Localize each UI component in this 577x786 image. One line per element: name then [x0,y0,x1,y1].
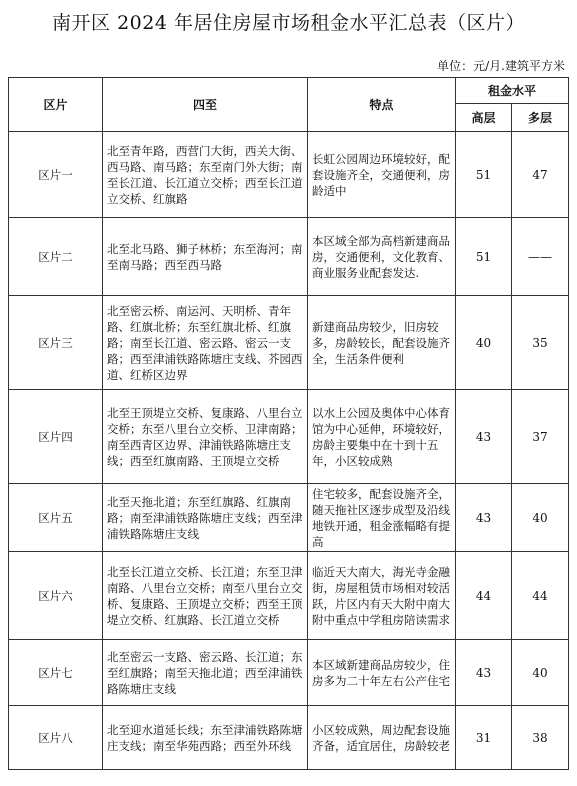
high-cell: 51 [456,218,512,296]
header-multi: 多层 [512,104,569,132]
high-cell: 43 [456,640,512,706]
multi-cell: 38 [512,706,569,770]
zone-cell: 区片一 [9,132,103,218]
table-row [9,296,569,390]
boundary-cell: 北至北马路、狮子林桥；东至海河；南至南马路；西至西马路 [103,218,308,296]
multi-cell: 37 [512,390,569,484]
multi-cell: 47 [512,132,569,218]
zone-cell: 区片四 [9,390,103,484]
table-row [9,706,569,770]
boundary-cell: 北至长江道立交桥、长江道；东至卫津南路、八里台立交桥；南至八里台立交桥、复康路、王顶堤立交桥；西至王顶堤立交桥、红旗路、长江道立交桥 [103,552,308,640]
high-cell: 44 [456,552,512,640]
header-rent-level: 租金水平 [456,78,569,104]
feature-cell: 长虹公园周边环境较好，配套设施齐全，交通便利，房龄适中 [308,132,456,218]
zone-cell: 区片六 [9,552,103,640]
zone-cell: 区片二 [9,218,103,296]
page-title: 南开区 2024 年居住房屋市场租金水平汇总表（区片） [52,12,525,34]
multi-cell: 40 [512,640,569,706]
boundary-cell: 北至迎水道延长线；东至津浦铁路陈塘庄支线；南至华苑西路；西至外环线 [103,706,308,770]
boundary-cell: 北至密云桥、南运河、天明桥、青年路、红旗北桥；东至红旗北桥、红旗路；南至长江道、密云路、密云一支路；西至津浦铁路陈塘庄支线、芥园西道、红桥区边界 [103,296,308,390]
header-zone: 区片 [9,78,103,132]
feature-cell: 以水上公园及奥体中心体育馆为中心延伸，环境较好，房龄主要集中在十到十五年，小区较成熟 [308,390,456,484]
table-row [9,132,569,218]
unit-note: 单位：元/月.建筑平方米 [437,59,565,73]
table-row [9,552,569,640]
header-high: 高层 [456,104,512,132]
high-cell: 31 [456,706,512,770]
header-boundary: 四至 [103,78,308,132]
zone-cell: 区片三 [9,296,103,390]
feature-cell: 住宅较多，配套设施齐全，随天拖社区逐步成型及沿线地铁开通，租金涨幅略有提高 [308,484,456,552]
boundary-cell: 北至密云一支路、密云路、长江道；东至红旗路；南至天拖北道；西至津浦铁路陈塘庄支线 [103,640,308,706]
multi-cell: —— [512,218,569,296]
table-row [9,484,569,552]
table-row [9,218,569,296]
feature-cell: 本区域全部为高档新建商品房，交通便利，文化教育、商业服务业配套发达. [308,218,456,296]
high-cell: 40 [456,296,512,390]
boundary-cell: 北至天拖北道；东至红旗路、红旗南路；南至津浦铁路陈塘庄支线；西至津浦铁路陈塘庄支线 [103,484,308,552]
multi-cell: 35 [512,296,569,390]
header-feature: 特点 [308,78,456,132]
table-row [9,390,569,484]
high-cell: 43 [456,390,512,484]
boundary-cell: 北至王顶堤立交桥、复康路、八里台立交桥；东至八里台立交桥、卫津南路；南至西青区边界、津浦铁路陈塘庄支线；西至红旗南路、王顶堤立交桥 [103,390,308,484]
zone-cell: 区片七 [9,640,103,706]
feature-cell: 新建商品房较少，旧房较多，房龄较长，配套设施齐全，生活条件便利 [308,296,456,390]
rent-summary-table [8,77,569,770]
high-cell: 51 [456,132,512,218]
high-cell: 43 [456,484,512,552]
multi-cell: 44 [512,552,569,640]
feature-cell: 临近天大南大，海光寺金融街，房屋租赁市场相对较活跃，片区内有天大附中南大附中重点中学租房陪读需求 [308,552,456,640]
feature-cell: 小区较成熟，周边配套设施齐备，适宜居住，房龄较老 [308,706,456,770]
multi-cell: 40 [512,484,569,552]
table-row [9,640,569,706]
table-body [9,132,569,770]
zone-cell: 区片八 [9,706,103,770]
feature-cell: 本区域新建商品房较少，住房多为二十年左右公产住宅 [308,640,456,706]
zone-cell: 区片五 [9,484,103,552]
boundary-cell: 北至青年路，西营门大街，西关大街、西马路、南马路；东至南门外大街；南至长江道、长江道立交桥；西至长江道立交桥、红旗路 [103,132,308,218]
